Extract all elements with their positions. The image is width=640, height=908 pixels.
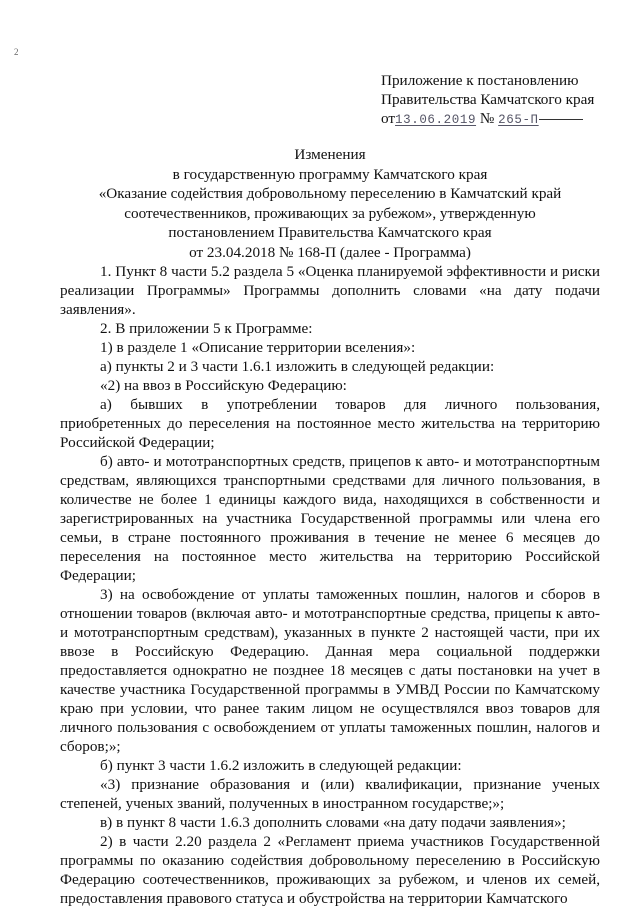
paragraph-6: а) бывших в употреблении товаров для личного пользования, приобретенных до переселения на постоянное место жительства на территорию Российской Федерации;	[60, 396, 600, 451]
title-line-2: в государственную программу Камчатского края	[172, 165, 488, 183]
title-line-1: Изменения	[294, 146, 366, 163]
paragraph-5: «2) на ввоз в Российскую Федерацию:	[100, 377, 347, 394]
paragraph-11: в) в пункт 8 части 1.6.3 дополнить словами «на дату подачи заявления»;	[100, 814, 566, 831]
number-underline	[539, 118, 583, 120]
document-body	[60, 262, 600, 908]
appendix-line-1: Приложение к постановлению	[381, 72, 579, 89]
title-line-4: соотечественников, проживающих за рубежом», утвержденную	[124, 204, 536, 222]
margin-mark: 2	[14, 47, 19, 57]
paragraph-4: а) пункты 2 и 3 части 1.6.1 изложить в следующей редакции:	[100, 358, 495, 375]
paragraph-2: 2. В приложении 5 к Программе:	[100, 320, 313, 337]
title-line-5: постановлением Правительства Камчатского края	[168, 224, 492, 241]
paragraph-1: 1. Пункт 8 части 5.2 раздела 5 «Оценка планируемой эффективности и риски реализации Программы» Программы дополнить словами «на дату подачи заявления».	[60, 263, 600, 318]
paragraph-8: 3) на освобождение от уплаты таможенных пошлин, налогов и сборов в отношении товаров (включая авто- и мототранспортные средства, прицепы к авто- и мототранспортным средствам), указанных в пункте 2 настоящей части, при их ввозе в Российскую Федерацию. Данная мера социальной поддержки предоставляется однократно не позднее 18 месяцев с даты постановки на учет в качестве участника Государственной программы в УМВД России по Камчатскому краю при условии, что ранее таким лицом не осуществлялся ввоз товаров для личного пользования с освобождением от уплаты таможенных пошлин, налогов и сборов;»;	[60, 586, 600, 755]
paragraph-10: «3) признание образования и (или) квалификации, признание ученых степеней, ученых званий, полученных в иностранном государстве;»;	[60, 776, 600, 812]
appendix-block	[381, 71, 631, 130]
title-line-6: от 23.04.2018 № 168-П (далее - Программа)	[189, 243, 471, 261]
appendix-line-2: Правительства Камчатского края	[381, 91, 595, 108]
title-line-3: «Оказание содействия добровольному переселению в Камчатский край	[98, 185, 562, 202]
paragraph-9: б) пункт 3 части 1.6.2 изложить в следующей редакции:	[100, 757, 462, 774]
appendix-date: 13.06.2019	[395, 113, 477, 127]
appendix-date-line	[381, 109, 631, 130]
appendix-number-label: №	[479, 110, 495, 127]
paragraph-3: 1) в разделе 1 «Описание территории вселения»:	[100, 339, 416, 356]
appendix-from-label: от	[381, 110, 396, 127]
document-title-block	[60, 145, 600, 262]
appendix-number: 265-П	[498, 113, 539, 127]
paragraph-7: б) авто- и мототранспортных средств, прицепов к авто- и мототранспортным средствам, являющихся транспортными средствами для личного пользования, в количестве не более 1 единицы каждого вида, находящихся в собственности и зарегистрированных на участника Государственной программы или члена его семьи, в стране постоянного проживания в течение не менее 6 месяцев до переселения на постоянное место жительства на территорию Российской Федерации;	[60, 453, 600, 584]
paragraph-12: 2) в части 2.20 раздела 2 «Регламент приема участников Государственной программы по оказанию содействия добровольному переселению в Российскую Федерацию соотечественников, проживающих за рубежом, и членов их семей, предоставления правового статуса и обустройства на территории Камчатского	[60, 833, 600, 907]
